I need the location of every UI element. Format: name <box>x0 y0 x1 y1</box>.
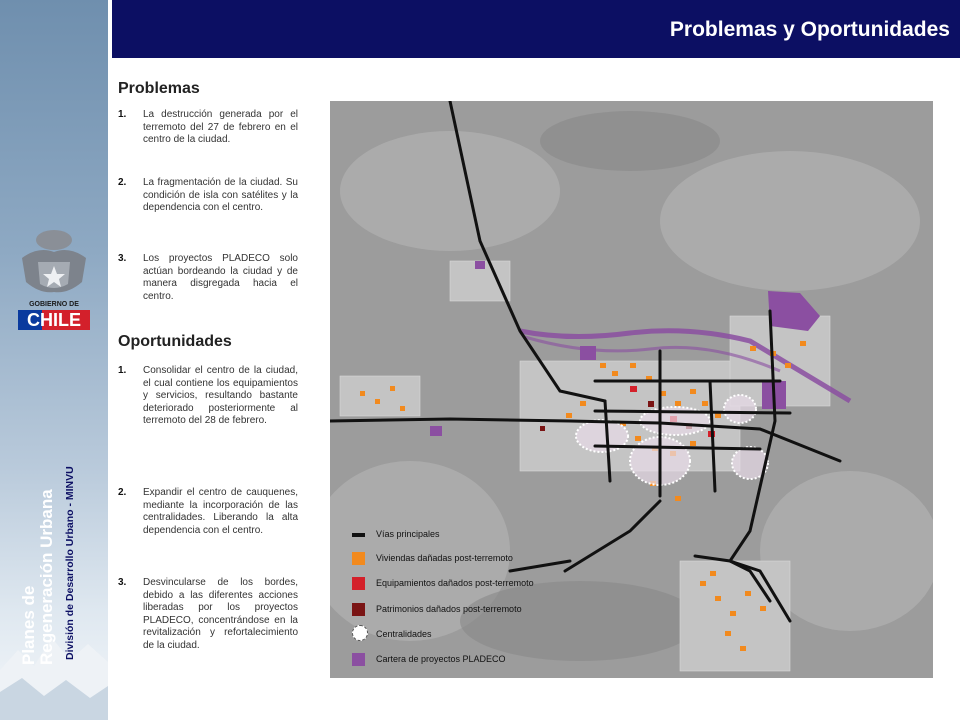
government-seal-logo <box>8 222 100 334</box>
dashed-circle-icon <box>352 625 368 641</box>
problema-text-1: La destrucción generada por el terremoto del 27 de febrero en el centro de la ciudad. <box>143 109 298 145</box>
problema-text-2: La fragmentación de la ciudad. Su condición de isla con satélites y la dependencia con el centro. <box>143 177 298 213</box>
oportunidades-heading: Oportunidades <box>118 333 232 350</box>
program-title <box>20 405 56 665</box>
brand-top-text: GOBIERNO DE <box>29 301 79 308</box>
sidebar-divider <box>108 0 112 720</box>
problema-item-2 <box>118 177 298 215</box>
program-line-2: Regeneración Urbana <box>37 489 56 665</box>
city-map <box>330 101 933 678</box>
problema-num-2: 2. <box>118 177 127 188</box>
oportunidad-item-2 <box>118 487 298 537</box>
sidebar <box>0 0 108 720</box>
oportunidad-num-2: 2. <box>118 487 127 498</box>
division-label: División de Desarrollo Urbano - MINVU <box>64 466 76 660</box>
legend-label: Patrimonios dañados post-terremoto <box>376 604 522 614</box>
legend-item-pladeco <box>352 651 572 667</box>
problemas-heading: Problemas <box>118 80 200 97</box>
problema-text-3: Los proyectos PLADECO solo actúan bordeando la ciudad y de manera disgregada hacia el centro. <box>143 253 298 302</box>
legend-item-equipamientos <box>352 575 572 591</box>
oportunidad-text-3: Desvincularse de los bordes, debido a las diferentes acciones liberadas por los proyectos PLADECO, concentrándose en la revitalización y refortalecimiento de la ciudad. <box>143 577 298 651</box>
legend-item-centralidades <box>352 626 572 642</box>
legend-item-vias <box>352 526 572 542</box>
legend-item-viviendas <box>352 550 572 566</box>
oportunidad-text-2: Expandir el centro de cauquenes, mediante la incorporación de las centralidades. Liberando la alta dependencia con el centro. <box>143 487 298 536</box>
legend-label: Equipamientos dañados post-terremoto <box>376 578 534 588</box>
program-line-1: Planes de <box>19 585 38 665</box>
purple-square-icon <box>352 653 365 666</box>
legend-label: Vías principales <box>376 529 440 539</box>
page-title: Problemas y Oportunidades <box>669 18 950 41</box>
dark-red-square-icon <box>352 603 365 616</box>
oportunidad-num-1: 1. <box>118 365 127 376</box>
problema-item-3 <box>118 253 298 303</box>
brand-main-text: CHILE <box>27 310 81 330</box>
road-line-icon <box>352 533 365 537</box>
legend-label: Centralidades <box>376 629 432 639</box>
oportunidad-item-1 <box>118 365 298 428</box>
orange-square-icon <box>352 552 365 565</box>
legend-item-patrimonios <box>352 601 572 617</box>
problema-item-1 <box>118 109 298 147</box>
oportunidad-text-1: Consolidar el centro de la ciudad, el cual contiene los equipamientos y servicios, resultando bastante deteriorado posteriormente al terremoto del 28 de febrero. <box>143 365 298 426</box>
header-bar <box>112 0 960 58</box>
legend-label: Viviendas dañadas post-terremoto <box>376 553 513 563</box>
problema-num-1: 1. <box>118 109 127 120</box>
oportunidad-num-3: 3. <box>118 577 127 588</box>
oportunidad-item-3 <box>118 577 298 652</box>
legend-label: Cartera de proyectos PLADECO <box>376 654 506 664</box>
red-square-icon <box>352 577 365 590</box>
problema-num-3: 3. <box>118 253 127 264</box>
